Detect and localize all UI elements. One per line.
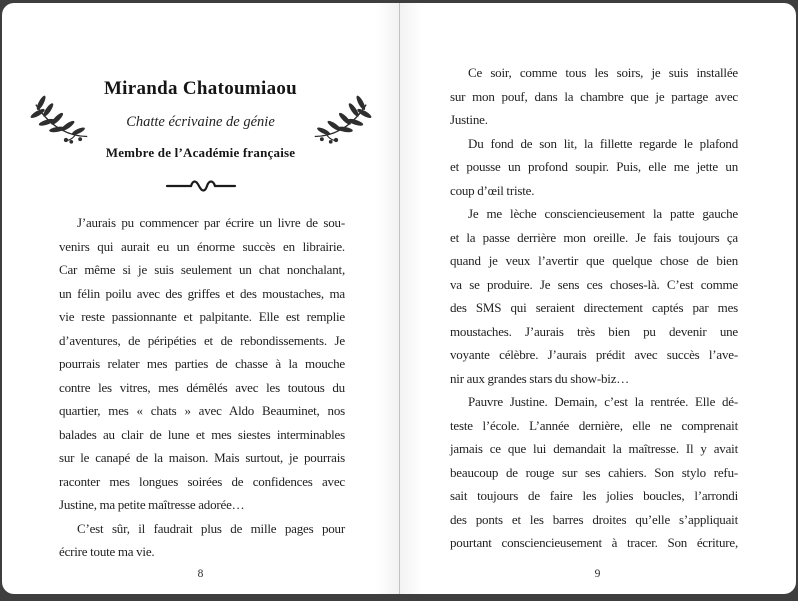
text-line: et la passe derrière mon oreille. Je fais toujours ça (450, 229, 738, 245)
body-text-left (2, 211, 399, 564)
paragraph (450, 202, 738, 390)
text-line: Justine. (450, 112, 488, 127)
text-line: nir aux grandes stars du show-biz… (450, 370, 630, 386)
text-line: jamais ce que lui demandait la maîtresse. Il y avait (450, 441, 738, 456)
text-line: Ce soir, comme tous les soirs, je suis installée (468, 65, 738, 80)
page-number-left: 8 (197, 568, 204, 580)
text-line: Du fond de son lit, la fillette regarde le plafond (468, 135, 738, 151)
text-line: contre les vitres, mes démêlés avec les toutous du (59, 379, 345, 395)
book-spread (2, 3, 796, 594)
paragraph (450, 61, 738, 132)
text-line: Justine, ma petite maîtresse adorée… (59, 497, 245, 512)
text-line: voyante célèbre. J’aurais prédit avec succès l’ave- (450, 347, 738, 362)
text-line: sur mon pouf, dans la chambre que je partage avec (450, 88, 738, 104)
text-line: venirs qui aurait eu un énorme succès en librairie. (59, 238, 345, 254)
text-line: pourtant consciencieusement à tracer. Son écriture, (450, 535, 738, 550)
chapter-header (2, 3, 399, 161)
text-line: va se produire. Je sens ces choses-là. C’est comme (450, 276, 738, 292)
text-line: coup d’œil triste. (450, 182, 535, 198)
page-number-right: 9 (594, 568, 601, 580)
text-line: balades au clair de lune et mes siestes interminables (59, 426, 345, 442)
text-line: d’aventures, de péripéties et de rebondissements. Je (59, 332, 345, 348)
text-line: J’aurais pu commencer par écrire un livre de sou- (77, 215, 345, 230)
text-line: quand je veux l’avertir que quelque chose de bien (450, 253, 738, 268)
text-line: écrire toute ma vie. (59, 544, 155, 559)
paragraph (59, 211, 345, 517)
page-right (399, 3, 796, 594)
text-line: beaucoup de rouge sur ses cahiers. Son stylo refu- (450, 464, 738, 480)
olive-branch-right-icon (313, 90, 375, 149)
paragraph (59, 517, 345, 564)
text-line: des ponts et les barres droites qu’elle s’appliquait (450, 511, 738, 527)
page-title: Miranda Chatoumiaou (103, 78, 298, 99)
text-line: sur le canapé de la maison. Mais surtout, je pourrais (59, 450, 345, 465)
text-line: teste l’école. L’année dernière, elle ne comprenait (450, 417, 738, 433)
divider-ornament-icon (2, 179, 399, 193)
paragraph (450, 390, 738, 555)
text-line: pourrais relater mes parties de chasse à la mouche (59, 356, 345, 371)
text-line: Je me lèche consciencieusement la patte gauche (468, 206, 738, 221)
text-line: sait toujours de faire les jolies boucles, l’arrondi (450, 488, 738, 503)
title-block (95, 77, 307, 161)
book-subtitle: Chatte écrivaine de génie (126, 114, 275, 130)
text-line: C’est sûr, il faudrait plus de mille pages pour (77, 520, 345, 536)
text-line: quartier, mes « chats » avec Aldo Beauminet, nos (59, 403, 345, 418)
text-line: raconter mes longues soirées de confidences avec (59, 473, 345, 489)
text-line: et pousse un profond soupir. Puis, elle me jette un (450, 159, 738, 174)
text-line: vie reste passionnante et palpitante. Elle est remplie (59, 309, 345, 324)
text-line: Pauvre Justine. Demain, c’est la rentrée. Elle dé- (468, 394, 738, 409)
olive-branch-left-icon (27, 90, 89, 149)
body-text-right (399, 3, 796, 555)
book-spine (399, 3, 400, 594)
text-line: un félin poilu avec des griffes et des moustaches, ma (59, 285, 345, 301)
page-left (2, 3, 399, 594)
text-line: des SMS qui seraient directement captés par mes (450, 300, 738, 315)
text-line: Car même si je suis seulement un chat nonchalant, (59, 262, 345, 277)
text-line: moustaches. J’aurais très bien pu devenir une (450, 323, 738, 339)
paragraph (450, 132, 738, 203)
book-affiliation: Membre de l’Académie française (105, 145, 296, 160)
